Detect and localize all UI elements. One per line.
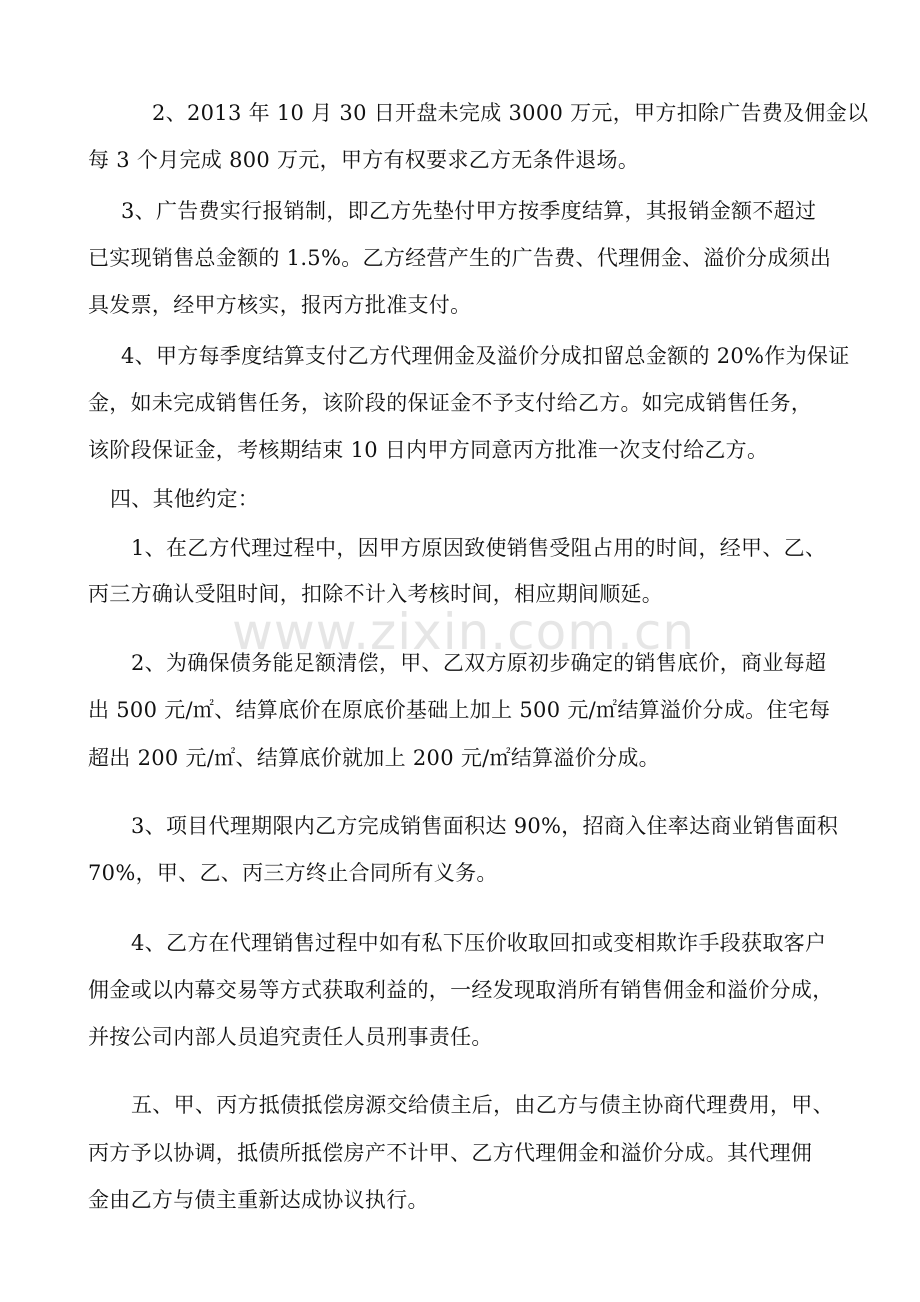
paragraph-line: 4、乙方在代理销售过程中如有私下压价收取回扣或变相欺诈手段获取客户 bbox=[131, 931, 827, 955]
paragraph-line: 每 3 个月完成 800 万元，甲方有权要求乙方无条件退场。 bbox=[88, 148, 640, 172]
paragraph-line: 五、甲、丙方抵债抵偿房源交给债主后，由乙方与债主协商代理费用，甲、 bbox=[131, 1093, 834, 1117]
paragraph-line: 2、为确保债务能足额清偿，甲、乙双方原初步确定的销售底价，商业每超 bbox=[131, 651, 827, 675]
paragraph-line: 3、广告费实行报销制，即乙方先垫付甲方按季度结算，其报销金额不超过 bbox=[121, 199, 817, 223]
paragraph-line: 金，如未完成销售任务，该阶段的保证金不予支付给乙方。如完成销售任务， bbox=[88, 391, 813, 415]
paragraph-line: 1、在乙方代理过程中，因甲方原因致使销售受阻占用的时间，经甲、乙、 bbox=[131, 536, 827, 560]
paragraph-line: 具发票，经甲方核实，报丙方批准支付。 bbox=[88, 293, 472, 317]
paragraph-line: 佣金或以内幕交易等方式获取利益的，一经发现取消所有销售佣金和溢价分成， bbox=[88, 978, 834, 1002]
paragraph-line: 4、甲方每季度结算支付乙方代理佣金及溢价分成扣留总金额的 20%作为保证 bbox=[121, 344, 850, 368]
paragraph-line: 2、2013 年 10 月 30 日开盘未完成 3000 万元，甲方扣除广告费及佣金以 bbox=[152, 101, 869, 125]
section-heading: 四、其他约定： bbox=[110, 487, 260, 511]
paragraph-line: 该阶段保证金，考核期结束 10 日内甲方同意丙方批准一次支付给乙方。 bbox=[88, 438, 769, 462]
paragraph-line: 丙方予以协调，抵债所抵偿房产不计甲、乙方代理佣金和溢价分成。其代理佣 bbox=[88, 1141, 813, 1165]
watermark: www.zixin.com.cn bbox=[232, 603, 696, 661]
paragraph-line: 并按公司内部人员追究责任人员刑事责任。 bbox=[88, 1025, 493, 1049]
paragraph-line: 出 500 元/㎡、结算底价在原底价基础上加上 500 元/㎡结算溢价分成。住宅每 bbox=[88, 698, 831, 722]
paragraph-line: 丙三方确认受阻时间，扣除不计入考核时间，相应期间顺延。 bbox=[88, 582, 664, 606]
paragraph-line: 已实现销售总金额的 1.5%。乙方经营产生的广告费、代理佣金、溢价分成须出 bbox=[88, 246, 832, 270]
paragraph-line: 超出 200 元/㎡、结算底价就加上 200 元/㎡结算溢价分成。 bbox=[88, 746, 660, 770]
paragraph-line: 3、项目代理期限内乙方完成销售面积达 90%，招商入住率达商业销售面积 bbox=[131, 814, 839, 838]
paragraph-line: 金由乙方与债主重新达成协议执行。 bbox=[88, 1188, 429, 1212]
paragraph-line: 70%，甲、乙、丙三方终止合同所有义务。 bbox=[88, 861, 498, 885]
